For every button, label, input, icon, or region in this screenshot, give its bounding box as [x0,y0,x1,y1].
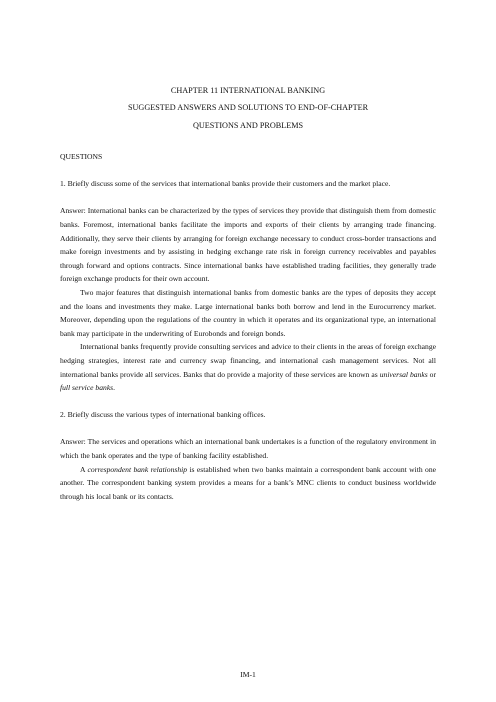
answer-2-paragraph-2-lead: A [80,464,88,474]
answer-1-paragraph-3-text: International banks frequently provide consulting services and advice to their clients in the areas of foreign exchange hedging strategies, interest rate and currency swap financing, and international cash management services. Not all international banks provide all services. Banks that do provide a majority of these services are known as [60,342,436,379]
chapter-subtitle-2: QUESTIONS AND PROBLEMS [192,121,304,130]
answer-2-paragraph-2-text: is established when two banks maintain a correspondent bank account with one another. The correspondent banking system provides a means for a bank’s MNC clients to conduct business worldwide through his local bank or its contacts. [60,464,436,501]
answer-1-paragraph-2: Two major features that distinguish international banks from domestic banks are the types of deposits they accept and the loans and investments they make. Large international banks both borrow and lend in the Eurocurrency market. Moreover, depending upon the regulations of the country in which it operates and its organizational type, an international bank may participate in the underwriting of Eurobonds and foreign bonds. [60,287,436,338]
answer-2-paragraph-2 [60,463,436,504]
question-1: 1. Briefly discuss some of the services that international banks provide their customers and the market place. [60,179,391,189]
term-correspondent-bank: correspondent bank relationship [87,464,188,474]
page-number: IM-1 [240,670,256,679]
conjunction-or: or [427,369,436,379]
answer-1-paragraph-1: Answer: International banks can be characterized by the types of services they provide that distinguish them from domestic banks. Foremost, international banks facilitate the imports and exports of their clients by arranging trade financing. Additionally, they serve their clients by arranging for foreign exchange necessary to conduct cross-border transactions and make foreign investments and by assisting in hedging exchange rate risk in foreign currency receivables and payables through forward and options contracts. Since international banks have established trading facilities, they generally trade foreign exchange products for their own account. [60,206,436,284]
question-2: 2. Briefly discuss the various types of international banking offices. [60,410,266,420]
chapter-subtitle: SUGGESTED ANSWERS AND SOLUTIONS TO END-OF-CHAPTER [127,103,369,112]
answer-1-paragraph-3 [60,340,436,394]
sentence-period: . [113,383,116,393]
term-full-service-banks: full service banks [60,383,114,393]
chapter-title: CHAPTER 11 INTERNATIONAL BANKING [170,86,326,95]
document-body [60,150,436,503]
answer-2-paragraph-1: Answer: The services and operations which an international bank undertakes is a function of the regulatory environment in which the bank operates and the type of banking facility established. [60,437,436,461]
term-universal-banks: universal banks [379,369,428,379]
section-heading: QUESTIONS [60,152,103,161]
